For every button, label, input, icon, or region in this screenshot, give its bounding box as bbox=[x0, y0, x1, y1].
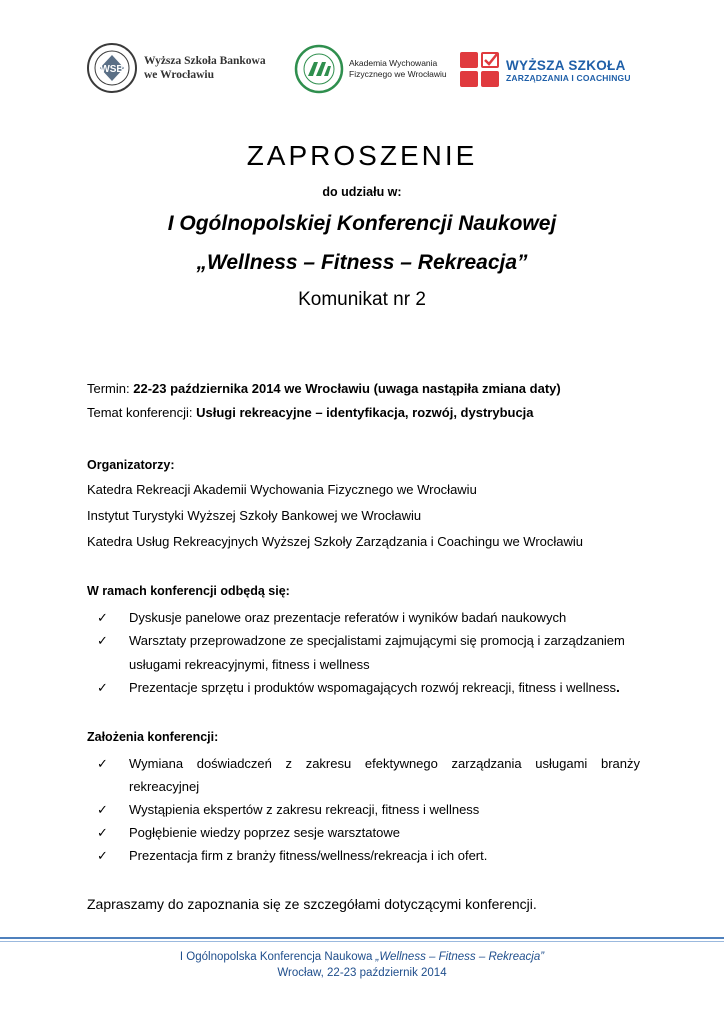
komunikat-label: Komunikat nr 2 bbox=[298, 289, 426, 310]
awf-emblem-icon bbox=[294, 42, 344, 96]
termin-label: Termin: bbox=[87, 381, 134, 396]
temat-line bbox=[87, 404, 534, 421]
wsb-logo bbox=[86, 42, 266, 94]
footer-rule bbox=[0, 937, 724, 939]
footer-line2: Wrocław, 22-23 październik 2014 bbox=[277, 967, 447, 979]
assumption-item-text: Pogłębienie wiedzy poprzez sesje warsztatowe bbox=[129, 825, 400, 840]
event-item-text: Prezentacje sprzętu i produktów wspomagających rozwój rekreacji, fitness i wellness bbox=[129, 680, 616, 695]
awf-logo bbox=[294, 42, 447, 96]
logo-bar bbox=[84, 40, 640, 100]
footer-conference-title: „Wellness – Fitness – Rekreacja” bbox=[375, 951, 545, 963]
termin-line bbox=[87, 380, 561, 397]
temat-label: Temat konferencji: bbox=[87, 405, 197, 420]
event-item-text: usługami rekreacyjnymi, fitness i wellness bbox=[129, 657, 370, 672]
assumptions-heading: Założenia konferencji: bbox=[87, 730, 219, 744]
awf-name-line2: Fizycznego we Wrocławiu bbox=[349, 69, 447, 79]
check-icon: ✓ bbox=[97, 680, 108, 695]
wsb-name-line1: Wyższa Szkoła Bankowa bbox=[144, 55, 266, 67]
footer-line1 bbox=[0, 949, 724, 965]
wsz-name-line2: ZARZĄDZANIA I COACHINGU bbox=[506, 72, 631, 83]
assumption-item-text: rekreacyjnej bbox=[129, 779, 200, 794]
termin-value: 22-23 października 2014 we Wrocławiu (uwaga nastąpiła zmiana daty) bbox=[133, 381, 561, 396]
wsb-name-line2: we Wrocławiu bbox=[144, 69, 214, 81]
wsz-name-line1: WYŻSZA SZKOŁA bbox=[506, 57, 626, 73]
check-icon: ✓ bbox=[97, 633, 108, 648]
assumption-item-text: Wystąpienia ekspertów z zakresu rekreacji, fitness i wellness bbox=[129, 802, 480, 817]
closing-text: Zapraszamy do zapoznania się ze szczegółami dotyczącymi konferencji. bbox=[87, 896, 537, 912]
check-icon: ✓ bbox=[97, 848, 108, 863]
organizers-heading: Organizatorzy: bbox=[87, 458, 175, 472]
footer-conference-label: I Ogólnopolska Konferencja Naukowa bbox=[179, 951, 376, 963]
check-icon: ✓ bbox=[97, 825, 108, 840]
wsb-emblem-text: WSB bbox=[100, 64, 124, 75]
events-heading: W ramach konferencji odbędą się: bbox=[87, 584, 290, 598]
assumption-item-text: Prezentacja firm z branży fitness/wellness/rekreacja i ich ofert. bbox=[129, 848, 488, 863]
event-item-period: . bbox=[616, 679, 620, 695]
wsz-logo bbox=[460, 52, 631, 88]
temat-value: Usługi rekreacyjne – identyfikacja, rozwój, dystrybucja bbox=[196, 405, 534, 420]
conference-name: I Ogólnopolskiej Konferencji Naukowej bbox=[167, 212, 557, 235]
page-title: ZAPROSZENIE bbox=[246, 140, 478, 171]
wsb-emblem-icon bbox=[86, 42, 138, 94]
wsz-grid-check-icon bbox=[460, 52, 500, 88]
title-block bbox=[0, 138, 724, 312]
organizer-item: Katedra Rekreacji Akademii Wychowania Fizycznego we Wrocławiu bbox=[87, 482, 477, 497]
awf-name-line1: Akademia Wychowania bbox=[349, 58, 438, 68]
conference-subtitle: „Wellness – Fitness – Rekreacja” bbox=[196, 251, 528, 274]
organizer-item: Instytut Turystyki Wyższej Szkoły Bankowej we Wrocławiu bbox=[87, 508, 422, 523]
organizer-item: Katedra Usług Rekreacyjnych Wyższej Szkoły Zarządzania i Coachingu we Wrocławiu bbox=[87, 534, 584, 549]
assumption-item-text: Wymiana doświadczeń z zakresu efektywnego zarządzania usługami branży bbox=[129, 756, 640, 771]
invitation-subtitle: do udziału w: bbox=[322, 185, 402, 199]
page-footer bbox=[0, 949, 724, 981]
event-item-text: Warsztaty przeprowadzone ze specjalistami zajmującymi się promocją i zarządzaniem bbox=[129, 633, 625, 648]
check-icon: ✓ bbox=[97, 756, 108, 771]
check-icon: ✓ bbox=[97, 802, 108, 817]
event-item-text: Dyskusje panelowe oraz prezentacje referatów i wyników badań naukowych bbox=[129, 610, 567, 625]
footer-rule-thin bbox=[0, 941, 724, 942]
check-icon: ✓ bbox=[97, 610, 108, 625]
